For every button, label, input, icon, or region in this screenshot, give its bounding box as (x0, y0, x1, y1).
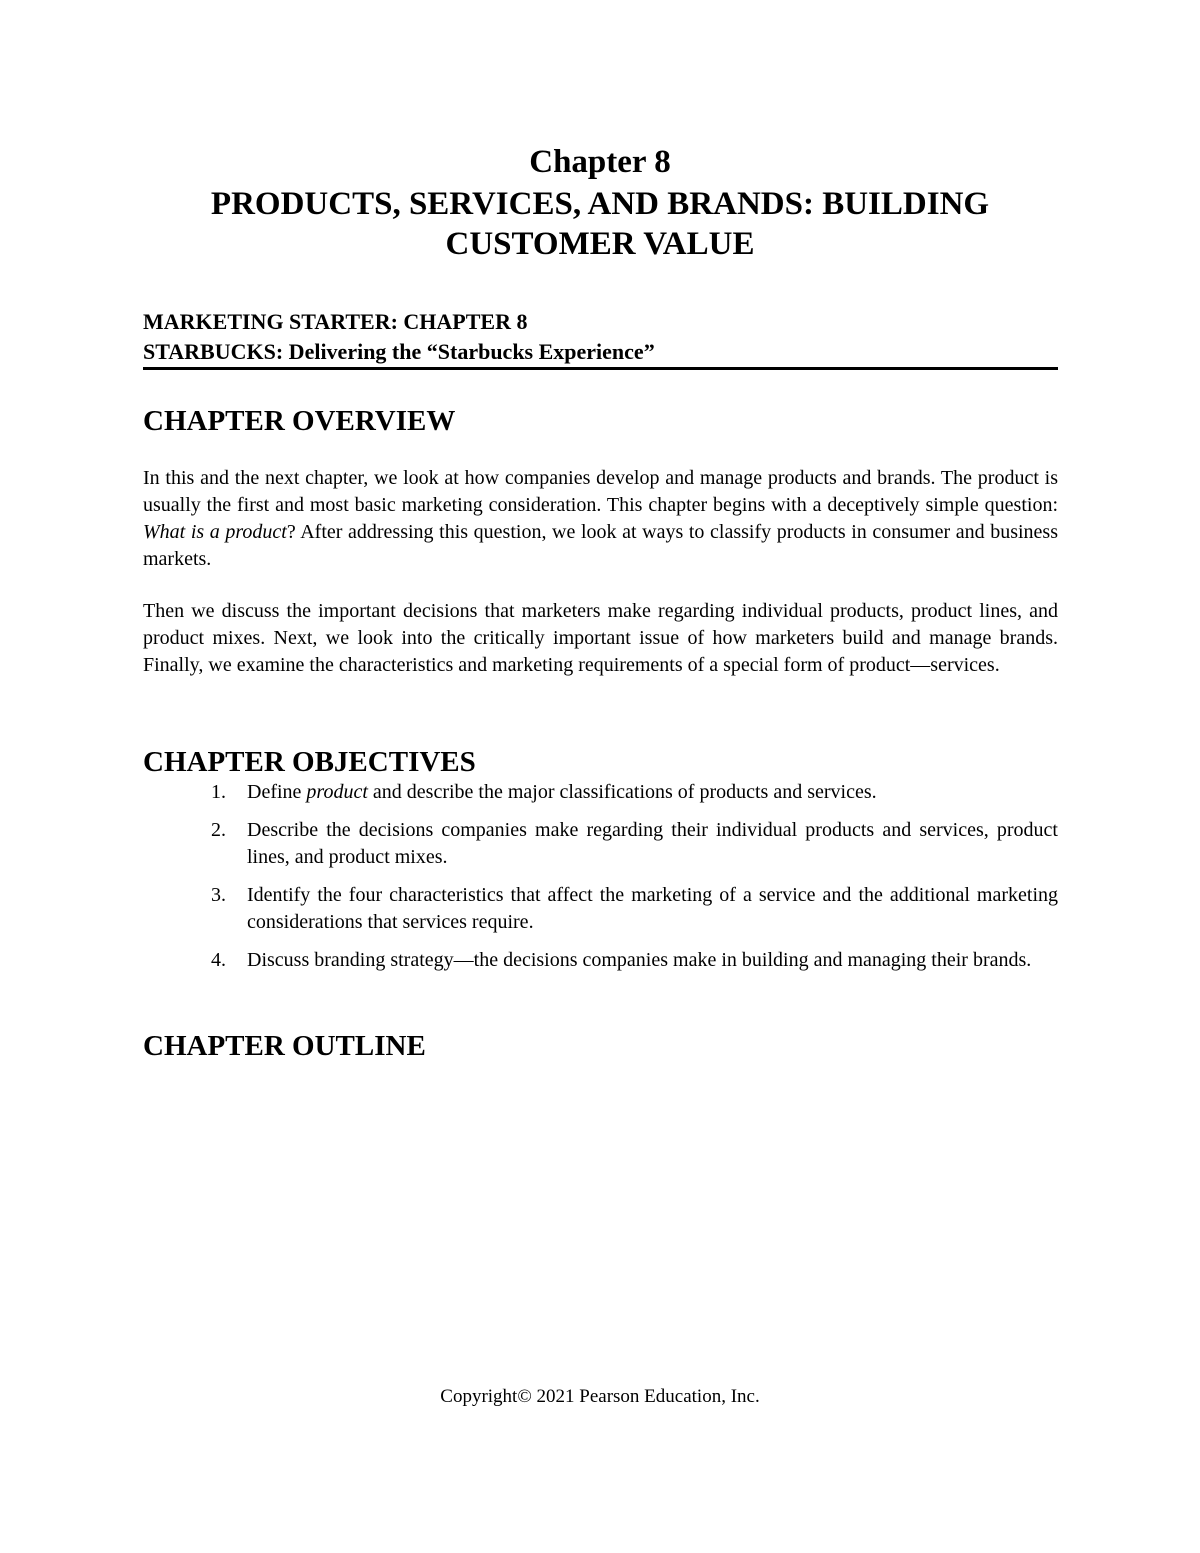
starter-subtitle: STARBUCKS: Delivering the “Starbucks Experience” (143, 339, 655, 364)
objectives-heading: CHAPTER OBJECTIVES (143, 746, 476, 778)
marketing-starter (143, 307, 1058, 367)
chapter-title-line-1: PRODUCTS, SERVICES, AND BRANDS: BUILDING (210, 186, 990, 222)
objective-item (143, 779, 1058, 806)
objective-item (143, 947, 1058, 974)
objective-text: Describe the decisions companies make regarding their individual products and services, product lines, and product mixes. (247, 819, 1058, 868)
objective-text: Identify the four characteristics that affect the marketing of a service and the additional marketing considerations that services require. (247, 884, 1058, 933)
overview-p1-text-b: ? After addressing this question, we look at ways to classify products in consumer and business markets. (143, 521, 1058, 570)
objective-item (143, 817, 1058, 871)
objective-number: 4. (211, 949, 226, 971)
objective-text: Define (247, 781, 307, 803)
overview-p1-text-a: In this and the next chapter, we look at how companies develop and manage products and brands. The product is usually the first and most basic marketing consideration. This chapter begins with a deceptively simple question: (143, 467, 1058, 516)
chapter-number: Chapter 8 (529, 144, 671, 180)
starter-label: MARKETING STARTER: CHAPTER 8 (143, 309, 528, 334)
overview-heading: CHAPTER OVERVIEW (143, 405, 456, 437)
objective-number: 3. (211, 884, 226, 906)
chapter-title-line-2: CUSTOMER VALUE (445, 226, 755, 262)
objective-text: and describe the major classifications of products and services. (367, 781, 877, 803)
objective-text: Discuss branding strategy—the decisions companies make in building and managing their brands. (247, 949, 1032, 971)
objective-number: 2. (211, 819, 226, 841)
overview-paragraph-2: Then we discuss the important decisions that marketers make regarding individual products, product lines, and product mixes. Next, we look into the critically important issue of how marketers build and manage brands. Finally, we examine the characteristics and marketing requirements of a special form of product—services. (143, 600, 1058, 676)
objective-item (143, 882, 1058, 936)
title-block (140, 140, 1060, 264)
objective-number: 1. (211, 781, 226, 803)
outline-heading: CHAPTER OUTLINE (143, 1030, 426, 1062)
objective-italic: product (306, 781, 368, 803)
overview-p1-italic: What is a product (143, 521, 287, 543)
overview-paragraph-1 (143, 465, 1058, 573)
objectives-list (143, 779, 1058, 985)
copyright-footer: Copyright© 2021 Pearson Education, Inc. (440, 1386, 760, 1407)
section-divider (143, 367, 1058, 370)
